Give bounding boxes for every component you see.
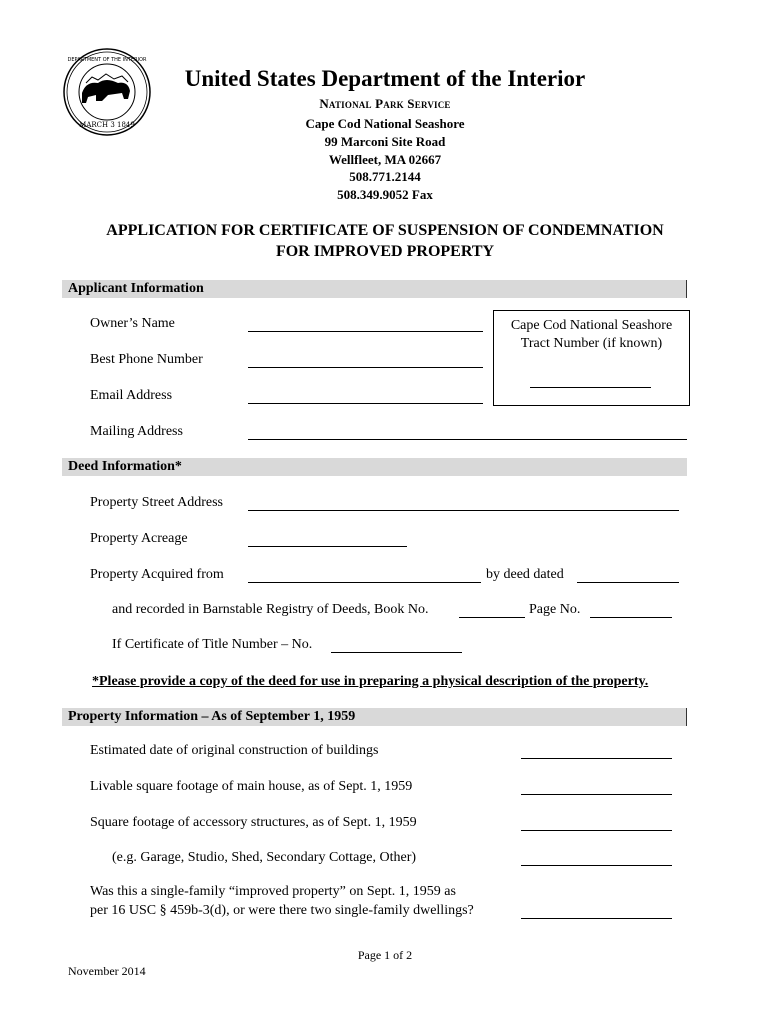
address-line: Wellfleet, MA 02667 (328, 152, 442, 167)
single-family-field[interactable] (521, 918, 672, 919)
page-no-field[interactable] (590, 617, 672, 618)
tract-number-box (493, 310, 690, 406)
mailing-label: Mailing Address (90, 424, 183, 439)
book-no-field[interactable] (459, 617, 525, 618)
phone-field[interactable] (248, 367, 483, 368)
acreage-field[interactable] (248, 546, 407, 547)
section-applicant-heading: Applicant Information (62, 280, 687, 298)
owners-name-label: Owner’s Name (90, 316, 175, 331)
acreage-label: Property Acreage (90, 531, 188, 546)
tract-box-line2: Tract Number (if known) (520, 336, 663, 351)
agency-name: National Park Service (319, 96, 451, 111)
deed-dated-field[interactable] (577, 582, 679, 583)
fax-line: 508.349.9052 Fax (337, 187, 433, 202)
street-address-label: Property Street Address (90, 495, 223, 510)
street-address-field[interactable] (248, 510, 679, 511)
owners-name-field[interactable] (248, 331, 483, 332)
section-property-heading: Property Information – As of September 1, 1959 (62, 708, 687, 726)
accessory-examples-label: (e.g. Garage, Studio, Shed, Secondary Cottage, Other) (112, 850, 417, 865)
acquired-from-label: Property Acquired from (90, 567, 224, 582)
deed-dated-label: by deed dated (486, 567, 564, 582)
email-label: Email Address (90, 388, 173, 403)
certificate-label: If Certificate of Title Number – No. (112, 637, 313, 652)
form-title-line2: FOR IMPROVED PROPERTY (275, 243, 495, 260)
registry-label: and recorded in Barnstable Registry of Deeds, Book No. (112, 602, 429, 617)
phone-label: Best Phone Number (90, 352, 203, 367)
svg-text:DEPARTMENT OF THE INTERIOR: DEPARTMENT OF THE INTERIOR (67, 57, 147, 63)
form-title-line1: APPLICATION FOR CERTIFICATE OF SUSPENSION OF CONDEMNATION (106, 222, 664, 239)
page-no-label: Page No. (529, 602, 581, 617)
single-family-label-line2: per 16 USC § 459b-3(d), or were there two single-family dwellings? (90, 903, 474, 918)
deed-copy-note: *Please provide a copy of the deed for use in preparing a physical description of the property. (92, 674, 649, 689)
tract-number-field[interactable] (530, 387, 651, 388)
address-line: 99 Marconi Site Road (324, 134, 446, 149)
construction-date-field[interactable] (521, 758, 672, 759)
livable-sqft-label: Livable square footage of main house, as of Sept. 1, 1959 (90, 779, 413, 794)
accessory-examples-field[interactable] (521, 865, 672, 866)
department-title: United States Department of the Interior (184, 66, 586, 91)
email-field[interactable] (248, 403, 483, 404)
section-deed-heading: Deed Information* (62, 458, 687, 476)
accessory-sqft-label: Square footage of accessory structures, as of Sept. 1, 1959 (90, 815, 417, 830)
page-number: Page 1 of 2 (357, 948, 413, 962)
accessory-sqft-field[interactable] (521, 830, 672, 831)
address-line: Cape Cod National Seashore (305, 116, 465, 131)
phone-line: 508.771.2144 (349, 169, 421, 184)
mailing-field[interactable] (248, 439, 687, 440)
certificate-field[interactable] (331, 652, 462, 653)
construction-date-label: Estimated date of original construction of buildings (90, 743, 379, 758)
single-family-label-line1: Was this a single-family “improved property” on Sept. 1, 1959 as (90, 884, 456, 899)
svg-text:MARCH 3 1849: MARCH 3 1849 (79, 121, 135, 129)
revision-date: November 2014 (68, 964, 146, 978)
tract-box-line1: Cape Cod National Seashore (510, 318, 673, 333)
livable-sqft-field[interactable] (521, 794, 672, 795)
acquired-from-field[interactable] (248, 582, 481, 583)
